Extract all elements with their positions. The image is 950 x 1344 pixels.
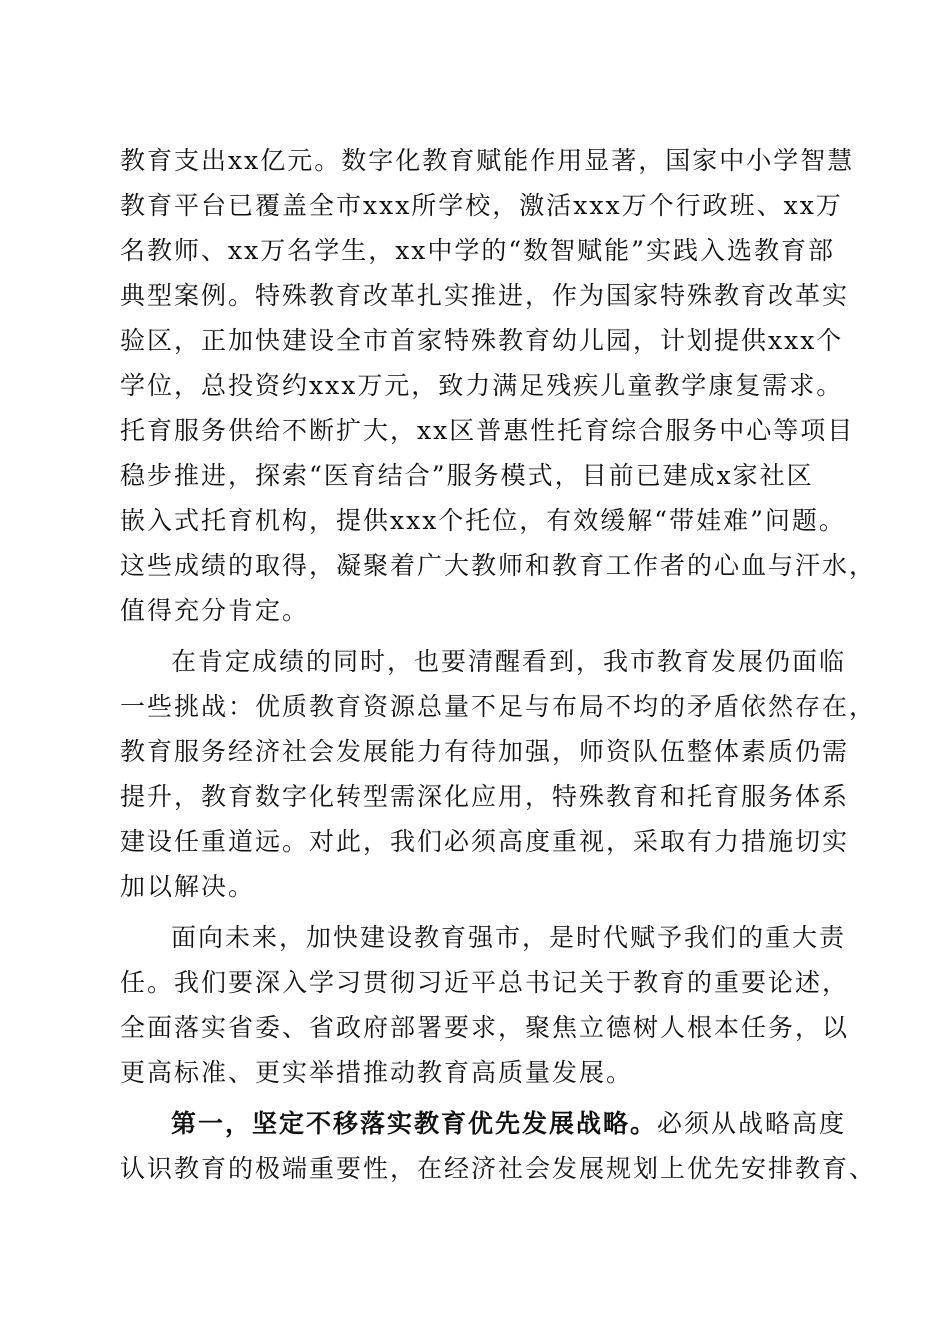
text-line: 教育平台已覆盖全市xxx所学校，激活xxx万个行政班、xx万 [120,191,843,220]
text-line: 在肯定成绩的同时，也要清醒看到，我市教育发展仍面临 [171,647,847,676]
text-line: 面向未来，加快建设教育强市，是时代赋予我们的重大责 [171,923,847,952]
paragraph-achievements [120,138,877,633]
text-line: 学位，总投资约xxx万元，致力满足残疾儿童教学康复需求。 [120,371,844,400]
text-run: 必须从战略高度 [657,1109,847,1138]
document-body [120,138,877,1191]
text-line: 托育服务供给不断扩大，xx区普惠性托育综合服务中心等项目 [120,416,855,445]
paragraph-priority [120,1101,877,1191]
text-line: 一些挑战：优质教育资源总量不足与布局不均的矛盾依然存在， [120,692,877,721]
text-line: 全面落实省委、省政府部署要求，聚焦立德树人根本任务，以 [120,1013,850,1042]
text-line: 稳步推进，探索“医育结合”服务模式，目前已建成x家社区 [120,461,814,490]
text-line: 这些成绩的取得，凝聚着广大教师和教育工作者的心血与汗水， [120,551,877,580]
text-line: 加以解决。 [120,872,256,901]
text-line: 教育服务经济社会发展能力有待加强，师资队伍整体素质仍需 [120,737,850,766]
section-heading: 第一，坚定不移落实教育优先发展战略。 [171,1109,658,1138]
text-line: 嵌入式托育机构，提供xxx个托位，有效缓解“带娃难”问题。 [120,506,846,535]
text-line: 教育支出xx亿元。数字化教育赋能作用显著，国家中小学智慧 [120,146,855,175]
text-line [120,1101,847,1146]
text-line: 验区，正加快建设全市首家特殊教育幼儿园，计划提供xxx个 [120,326,844,355]
paragraph-challenges [120,639,877,909]
text-line: 典型案例。特殊教育改革扎实推进，作为国家特殊教育改革实 [120,281,850,310]
text-line: 提升，教育数字化转型需深化应用，特殊教育和托育服务体系 [120,782,850,811]
text-line: 值得充分肯定。 [120,596,310,625]
text-line: 任。我们要深入学习贯彻习近平总书记关于教育的重要论述， [120,968,850,997]
text-line: 更高标准、更实举措推动教育高质量发展。 [120,1058,634,1087]
text-line: 认识教育的极端重要性，在经济社会发展规划上优先安排教育、 [120,1154,877,1183]
text-line: 名教师、xx万名学生，xx中学的“数智赋能”实践入选教育部 [120,236,835,265]
text-line: 建设任重道远。对此，我们必须高度重视，采取有力措施切实 [120,827,850,856]
paragraph-future [120,915,850,1095]
